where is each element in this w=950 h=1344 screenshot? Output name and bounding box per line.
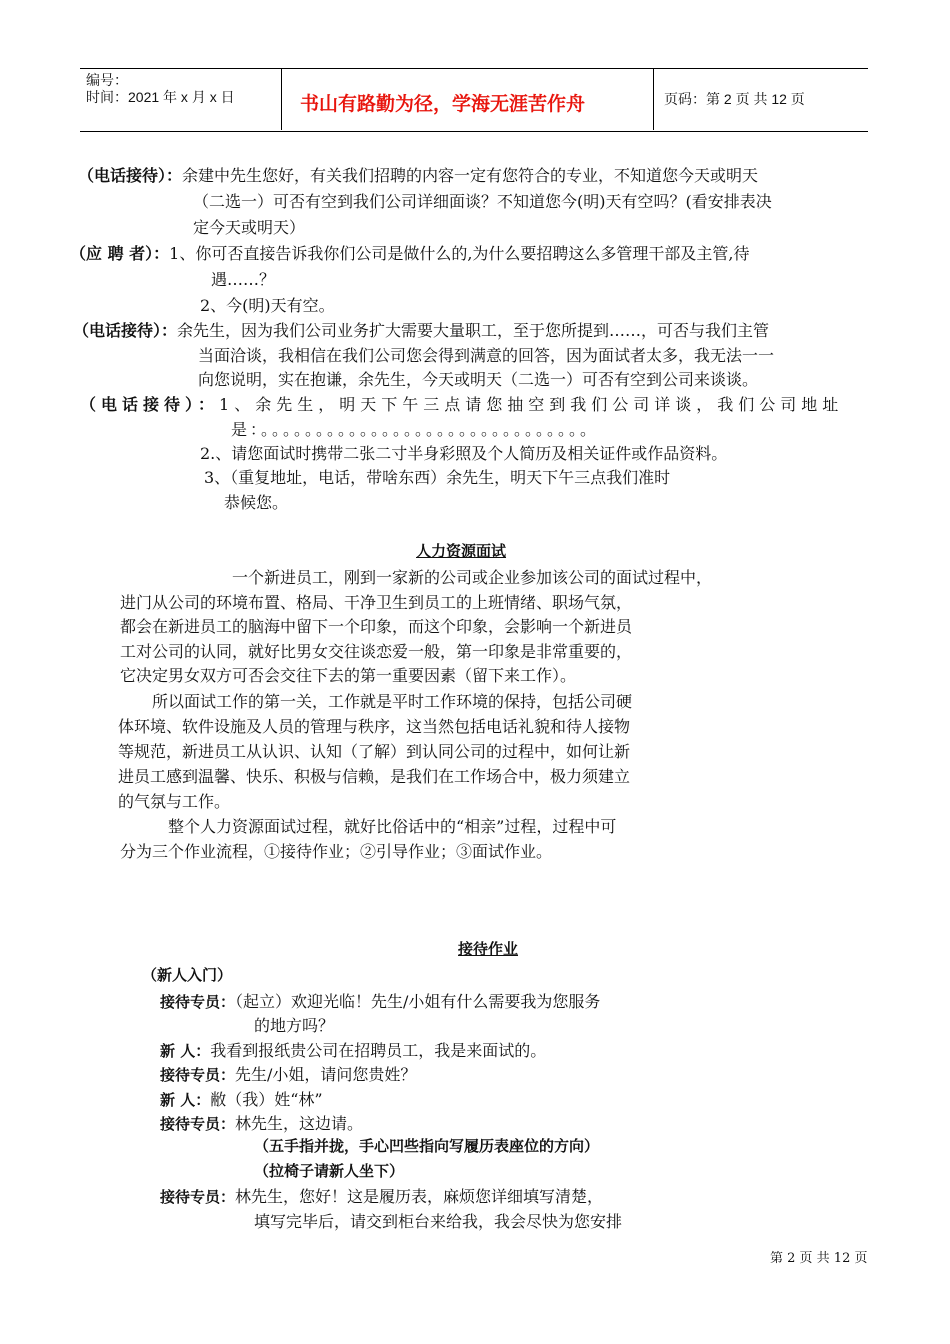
stage-direction: （拉椅子请新人坐下） bbox=[254, 1162, 405, 1180]
dialog-line: 向您说明，实在抱谦，余先生，今天或明天（二选一）可否有空到公司来谈谈。 bbox=[198, 370, 759, 389]
dialog-line: 敝（我）姓“林” bbox=[210, 1090, 323, 1109]
paragraph-line: 分为三个作业流程，①接待作业；②引导作业；③面试作业。 bbox=[120, 842, 553, 861]
paragraph-line: 进门从公司的环境布置、格局、干净卫生到员工的上班情绪、职场气氛， bbox=[120, 593, 633, 612]
dialog-line: 2、今(明)天有空。 bbox=[200, 296, 335, 315]
paragraph-line: 等规范，新进员工从认识、认知（了解）到认同公司的过程中，如何让新 bbox=[118, 742, 631, 761]
speaker-label: （电话接待）： bbox=[80, 395, 220, 414]
paragraph-line: 一个新进员工，刚到一家新的公司或企业参加该公司的面试过程中， bbox=[232, 568, 713, 587]
section-subtitle: （新人入门） bbox=[142, 966, 233, 984]
speaker-label: 接待专员： bbox=[160, 1066, 236, 1084]
stage-direction: （五手指并拢，手心凹些指向写履历表座位的方向） bbox=[254, 1137, 600, 1155]
paragraph-line: 工对公司的认同，就好比男女交往谈恋爱一般，第一印象是非常重要的， bbox=[120, 642, 633, 661]
paragraph-line: 都会在新进员工的脑海中留下一个印象，而这个印象，会影响一个新进员 bbox=[120, 617, 633, 636]
speaker-label: （电话接待）： bbox=[73, 321, 178, 340]
paragraph-line: 进员工感到温馨、快乐、积极与信赖，是我们在工作场合中，极力须建立 bbox=[118, 767, 631, 786]
dialog-line: 我看到报纸贵公司在招聘员工，我是来面试的。 bbox=[210, 1041, 547, 1060]
dialog-line: 余建中先生您好，有关我们招聘的内容一定有您符合的专业，不知道您今天或明天 bbox=[182, 166, 759, 185]
speaker-label: 新 人： bbox=[160, 1091, 211, 1109]
dialog-line: 1、你可否直接告诉我你们公司是做什么的,为什么要招聘这么多管理干部及主管,待 bbox=[169, 244, 750, 263]
header-motto: 书山有路勤为径，学海无涯苦作舟 bbox=[300, 93, 586, 115]
speaker-label: 接待专员： bbox=[160, 1115, 236, 1133]
dialog-line: 余先生，因为我们公司业务扩大需要大量职工，至于您所提到……，可否与我们主管 bbox=[177, 321, 770, 340]
dialog-line: 先生/小姐，请问您贵姓？ bbox=[235, 1065, 417, 1084]
dialog-line: 当面洽谈，我相信在我们公司您会得到满意的回答，因为面试者太多，我无法一一 bbox=[198, 346, 775, 365]
header-divider bbox=[653, 68, 654, 130]
header-page-number: 页码：第 2 页 共 12 页 bbox=[664, 91, 805, 107]
paragraph-line: 体环境、软件设施及人员的管理与秩序，这当然包括电话礼貌和待人接物 bbox=[118, 717, 631, 736]
header-divider bbox=[281, 68, 282, 130]
document-number-label: 编号： bbox=[86, 72, 128, 88]
dialog-line: 3、（重复地址，电话，带啥东西）余先生，明天下午三点我们准时 bbox=[204, 468, 671, 487]
footer-page-number: 第 2 页 共 12 页 bbox=[770, 1251, 868, 1266]
speaker-label: 新 人： bbox=[160, 1042, 211, 1060]
dialog-line: 恭候您。 bbox=[224, 493, 289, 512]
speaker-label: （应 聘 者）： bbox=[70, 244, 170, 263]
speaker-label: （电话接待）： bbox=[78, 166, 183, 185]
paragraph-line: 整个人力资源面试过程，就好比俗话中的“相亲”过程，过程中可 bbox=[168, 817, 617, 836]
dialog-line: 林先生，这边请。 bbox=[235, 1114, 364, 1133]
speaker-label: 接待专员： bbox=[160, 1188, 236, 1206]
paragraph-line: 它决定男女双方可否会交往下去的第一重要因素（留下来工作）。 bbox=[120, 666, 577, 685]
dialog-line: （起立）欢迎光临！先生/小姐有什么需要我为您服务 bbox=[235, 992, 601, 1011]
dialog-line: 2.、请您面试时携带二张二寸半身彩照及个人简历及相关证件或作品资料。 bbox=[200, 444, 728, 463]
document-date: 时间：2021 年 x 月 x 日 bbox=[86, 89, 235, 105]
paragraph-line: 的气氛与工作。 bbox=[118, 792, 231, 811]
dialog-line: 林先生，您好！这是履历表，麻烦您详细填写清楚， bbox=[235, 1187, 604, 1206]
dialog-line: 定今天或明天） bbox=[193, 218, 306, 237]
dialog-line: 填写完毕后，请交到柜台来给我，我会尽快为您安排 bbox=[254, 1212, 623, 1231]
section-title: 接待作业 bbox=[458, 940, 519, 958]
speaker-label: 接待专员： bbox=[160, 993, 236, 1011]
dialog-line: （二选一）可否有空到我们公司详细面谈？不知道您今(明)天有空吗？(看安排表决 bbox=[193, 192, 772, 211]
dialog-line: 遇……？ bbox=[211, 270, 276, 289]
dialog-line: 是：。。。。。。。。。。。。。。。。。。。。。。。。。。。。。。 bbox=[231, 420, 600, 439]
paragraph-line: 所以面试工作的第一关，工作就是平时工作环境的保持，包括公司硬 bbox=[152, 692, 633, 711]
dialog-line: 的地方吗？ bbox=[254, 1016, 335, 1035]
section-title: 人力资源面试 bbox=[416, 542, 507, 560]
dialog-line: 1、余先生，明天下午三点请您抽空到我们公司详谈，我们公司地址 bbox=[219, 395, 844, 414]
